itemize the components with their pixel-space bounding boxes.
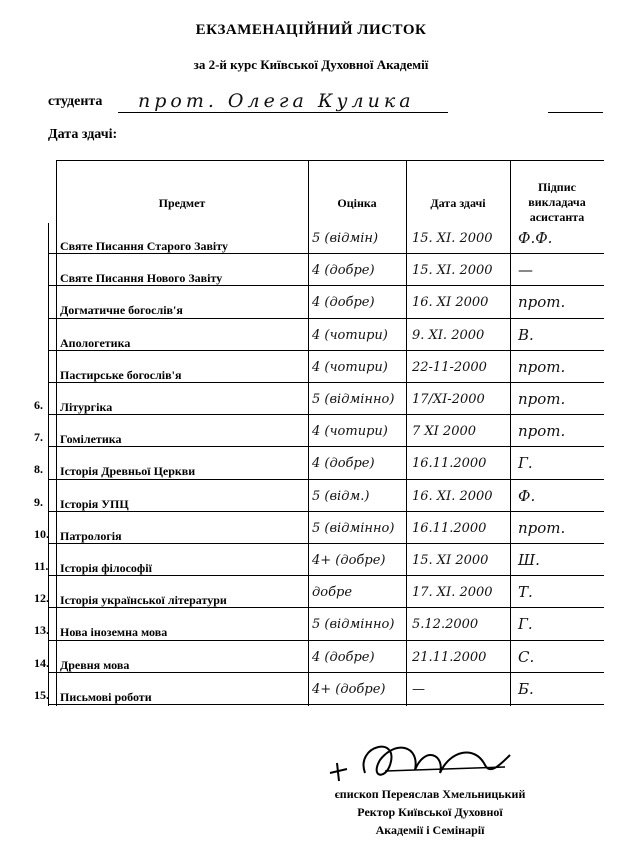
rector-signature xyxy=(325,735,515,792)
row-grade: 4 (добре) xyxy=(312,295,375,311)
footer-line-2: Ректор Київської Духовної xyxy=(357,805,503,819)
row-subject: Древня мова xyxy=(60,657,130,672)
row-number: 12. xyxy=(34,591,49,606)
row-number: 8. xyxy=(34,462,43,477)
table-row-line xyxy=(48,543,604,544)
row-number: 13. xyxy=(34,623,49,638)
table-top-border xyxy=(56,160,604,161)
row-signature: В. xyxy=(518,325,534,344)
row-date: 15. XI. 2000 xyxy=(412,231,493,246)
row-grade: 5 (відмінно) xyxy=(312,617,395,633)
table-row-line xyxy=(48,446,604,447)
row-date: 17/XI-2000 xyxy=(412,392,485,407)
table-row-line xyxy=(48,350,604,351)
row-subject: Історія Древньої Церкви xyxy=(60,464,196,479)
row-subject: Літургіка xyxy=(60,400,113,414)
row-signature: Г. xyxy=(518,615,533,634)
row-number: 7. xyxy=(34,430,43,445)
row-subject: Апологетика xyxy=(60,335,131,350)
row-subject: Гомілетика xyxy=(60,432,122,447)
student-underline xyxy=(118,112,448,113)
row-grade: 5 (відмін) xyxy=(312,231,379,246)
row-grade: 5 (відмінно) xyxy=(312,520,395,536)
row-subject: Святе Писання Нового Завіту xyxy=(60,271,223,286)
row-subject: Історія філософії xyxy=(60,561,152,575)
row-date: 5.12.2000 xyxy=(412,617,479,633)
table-row-line xyxy=(48,414,604,415)
row-grade: добре xyxy=(312,585,353,601)
row-signature: — xyxy=(518,261,533,280)
row-date: 17. XI. 2000 xyxy=(412,585,493,601)
row-signature: прот. xyxy=(518,390,566,408)
row-signature: С. xyxy=(518,647,535,666)
student-underline-tail xyxy=(548,112,603,113)
row-date: 16.11.2000 xyxy=(412,456,487,472)
student-row xyxy=(48,92,608,114)
header-grade: Оцінка xyxy=(337,196,377,210)
col-divider-number xyxy=(56,160,57,706)
row-grade: 4 (добре) xyxy=(312,456,375,472)
row-grade: 4+ (добре) xyxy=(312,553,386,568)
row-date: 7 XI 2000 xyxy=(412,424,477,440)
row-date: — xyxy=(412,681,425,697)
date-label: Дата здачі: xyxy=(48,127,118,142)
row-subject: Святе Писання Старого Завіту xyxy=(60,239,228,253)
col-divider-sign xyxy=(510,160,511,706)
row-number: 6. xyxy=(34,398,43,412)
row-date: 22-11-2000 xyxy=(412,359,487,375)
row-signature: Т. xyxy=(518,583,533,602)
row-signature: Ф. xyxy=(518,486,536,505)
row-subject: Нова іноземна мова xyxy=(60,625,168,640)
row-date: 9. XI. 2000 xyxy=(412,327,485,343)
col-divider-date xyxy=(406,160,407,706)
row-subject: Догматичне богослів'я xyxy=(60,303,183,318)
row-subject: Письмові роботи xyxy=(60,689,152,704)
row-subject: Історія УПЦ xyxy=(60,496,129,511)
footer-line-1: єпископ Переяслав Хмельницький xyxy=(334,787,526,801)
row-signature: прот. xyxy=(518,357,566,376)
row-date: 16.11.2000 xyxy=(412,520,487,536)
row-date: 15. XI 2000 xyxy=(412,553,489,568)
row-signature: Б. xyxy=(518,679,534,698)
page-subtitle: за 2-й курс Київської Духовної Академії xyxy=(193,57,429,72)
row-grade: 4+ (добре) xyxy=(312,681,386,697)
row-number: 10. xyxy=(34,526,49,541)
row-date: 16. XI. 2000 xyxy=(412,488,493,504)
header-signature: Підпис викладача асистанта xyxy=(528,180,586,224)
row-grade: 5 (відмінно) xyxy=(312,392,395,407)
row-subject: Пастирське богослів'я xyxy=(60,367,182,382)
row-subject: Патрологія xyxy=(60,528,122,543)
row-grade: 4 (чотири) xyxy=(312,359,388,375)
row-signature: прот. xyxy=(518,422,566,441)
col-divider-grade xyxy=(308,160,309,706)
student-label: студента xyxy=(48,94,103,109)
row-grade: 4 (чотири) xyxy=(312,424,388,440)
row-date: 15. XI. 2000 xyxy=(412,263,493,279)
row-subject: Історія української літератури xyxy=(60,593,227,608)
row-number: 9. xyxy=(34,494,43,509)
page-title: ЕКЗАМЕНАЦІЙНИЙ ЛИСТОК xyxy=(195,22,427,38)
row-number: 14. xyxy=(34,655,49,670)
row-signature: Г. xyxy=(518,454,533,473)
header-subject: Предмет xyxy=(158,196,206,210)
row-grade: 4 (чотири) xyxy=(312,327,388,343)
row-signature: прот. xyxy=(518,518,566,537)
student-name: прот. Олега Кулика xyxy=(138,90,415,112)
row-date: 16. XI 2000 xyxy=(412,295,489,311)
row-grade: 5 (відм.) xyxy=(312,488,370,504)
row-number: 11. xyxy=(34,559,49,573)
header-date: Дата здачі xyxy=(430,196,486,210)
row-grade: 4 (добре) xyxy=(312,649,375,665)
table-row-line xyxy=(48,672,604,673)
row-signature: Ф.Ф. xyxy=(518,229,553,247)
row-signature: Ш. xyxy=(518,551,540,569)
footer-line-3: Академії і Семінарії xyxy=(375,823,485,837)
row-grade: 4 (добре) xyxy=(312,263,375,279)
row-number: 15. xyxy=(34,687,49,702)
row-signature: прот. xyxy=(518,293,566,312)
row-date: 21.11.2000 xyxy=(412,649,487,665)
table-row-line xyxy=(48,511,604,512)
